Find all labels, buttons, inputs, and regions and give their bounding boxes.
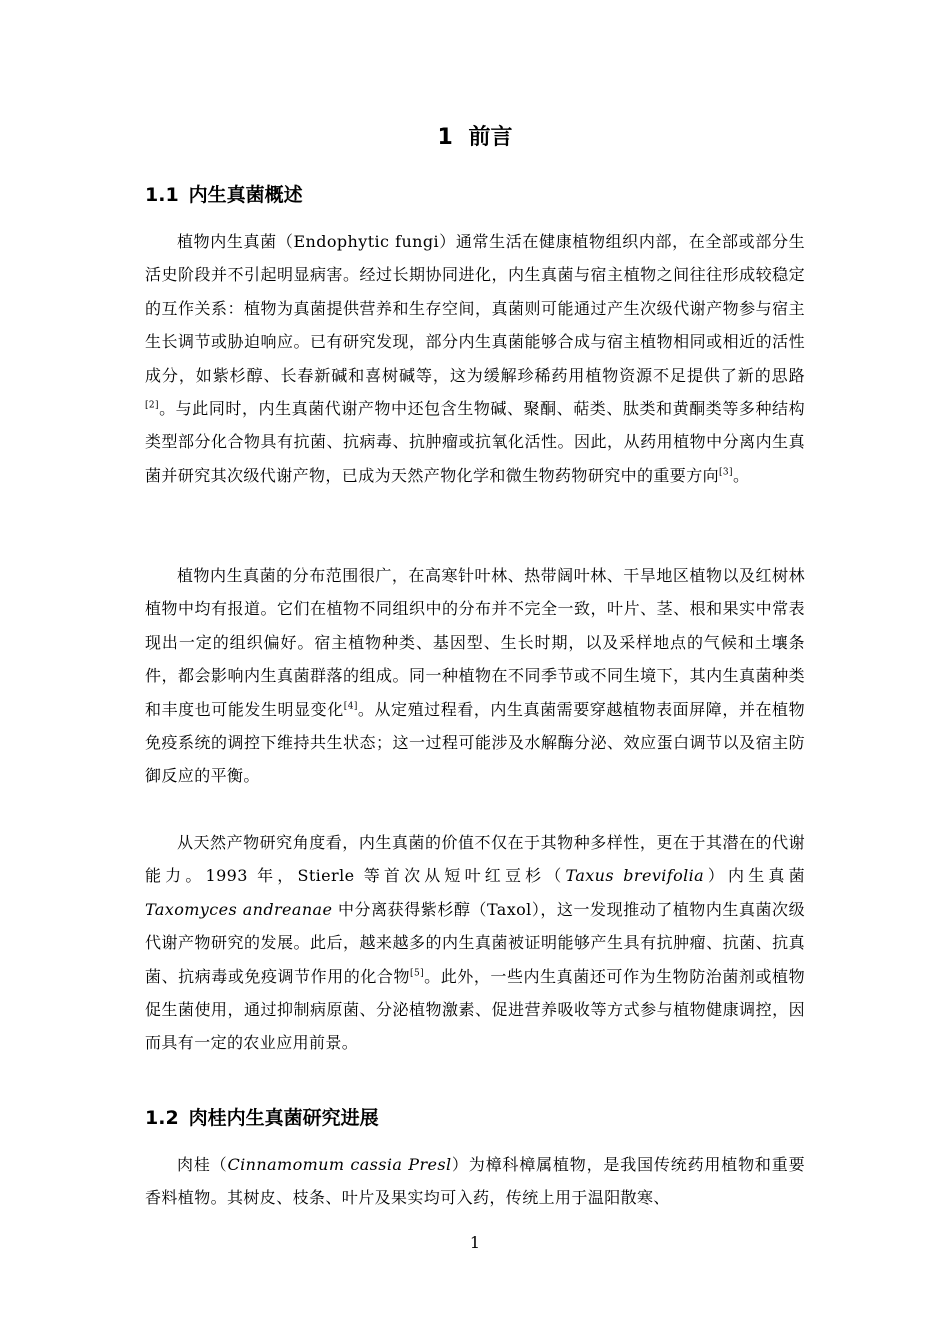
chapter-number: 1 (437, 125, 453, 150)
text-run: 。 (732, 465, 750, 485)
text-run: 。此外，一些内生真菌还可作为生物防治菌剂或植物促生菌使用，通过抑制病原菌、分泌植物激素、促进营养吸收等方式参与植物健康调控，因而具有一定的农业应用前景。 (145, 966, 805, 1053)
text-run: 中分离获得紫杉醇（Taxol），这一发现推动了植物内生真菌次级代谢产物研究的发展。此后，越来越多的内生真菌被证明能够产生具有抗肿瘤、抗菌、抗真菌、抗病毒或免疫调节作用的化合物 (145, 899, 805, 986)
chapter-heading (0, 120, 950, 151)
text-run: ）内生真菌 (704, 866, 805, 886)
text-run: 植物内生真菌的分布范围很广，在高寒针叶林、热带阔叶林、干旱地区植物以及红树林植物中均有报道。它们在植物不同组织中的分布并不完全一致，叶片、茎、根和果实中常表现出一定的组织偏好。宿主植物种类、基因型、生长时期，以及采样地点的气候和土壤条件，都会影响内生真菌群落的组成。同一种植物在不同季节或不同生境下，其内生真菌种类和丰度也可能发生明显变化 (145, 566, 805, 719)
text-run: 植物内生真菌（Endophytic fungi）通常生活在健康植物组织内部，在全部或部分生活史阶段并不引起明显病害。经过长期协同进化，内生真菌与宿主植物之间往往形成较稳定的互作关系：植物为真菌提供营养和生存空间，真菌则可能通过产生次级代谢产物参与宿主生长调节或胁迫响应。已有研究发现，部分内生真菌能够合成与宿主植物相同或相近的活性成分，如紫杉醇、长春新碱和喜树碱等，这为缓解珍稀药用植物资源不足提供了新的思路 (145, 232, 805, 385)
citation-ref: [5] (410, 968, 424, 979)
section-heading-1-1 (145, 180, 303, 207)
paragraph-2 (145, 559, 805, 793)
text-run: 从天然产物研究角度看，内生真菌的价值不仅在于其物种多样性，更在于其潜在的代谢能力。1993 年，Stierle 等首次从短叶红豆杉（ (145, 833, 805, 886)
section-number: 1.1 (145, 184, 179, 206)
citation-ref: [2] (145, 400, 159, 411)
citation-ref: [3] (719, 467, 733, 478)
italic-species-name: Taxus brevifolia (565, 866, 705, 886)
paragraph-1 (145, 225, 805, 492)
section-number: 1.2 (145, 1107, 179, 1129)
text-run: ）为樟科樟属植物，是我国传统药用植物和重要香料植物。其树皮、枝条、叶片及果实均可入药，传统上用于温阳散寒、 (145, 1155, 805, 1208)
italic-species-name: Taxomyces andreanae (145, 899, 333, 919)
text-run: 。与此同时，内生真菌代谢产物中还包含生物碱、聚酮、萜类、肽类和黄酮类等多种结构类型部分化合物具有抗菌、抗病毒、抗肿瘤或抗氧化活性。因此，从药用植物中分离内生真菌并研究其次级代谢产物，已成为天然产物化学和微生物药物研究中的重要方向 (145, 399, 805, 485)
chapter-title: 前言 (468, 125, 513, 150)
section-heading-1-2 (145, 1103, 379, 1130)
section-title: 内生真菌概述 (188, 184, 303, 206)
text-run: 。从定殖过程看，内生真菌需要穿越植物表面屏障，并在植物免疫系统的调控下维持共生状态；这一过程可能涉及水解酶分泌、效应蛋白调节以及宿主防御反应的平衡。 (145, 699, 805, 786)
page-number: 1 (469, 1233, 481, 1252)
paragraph-4 (145, 1148, 805, 1215)
citation-ref: [4] (343, 701, 358, 712)
italic-species-name: Cinnamomum cassia Presl (227, 1155, 452, 1174)
paragraph-3 (145, 826, 805, 1060)
section-title: 肉桂内生真菌研究进展 (188, 1107, 379, 1129)
text-run: 肉桂（ (177, 1155, 228, 1174)
